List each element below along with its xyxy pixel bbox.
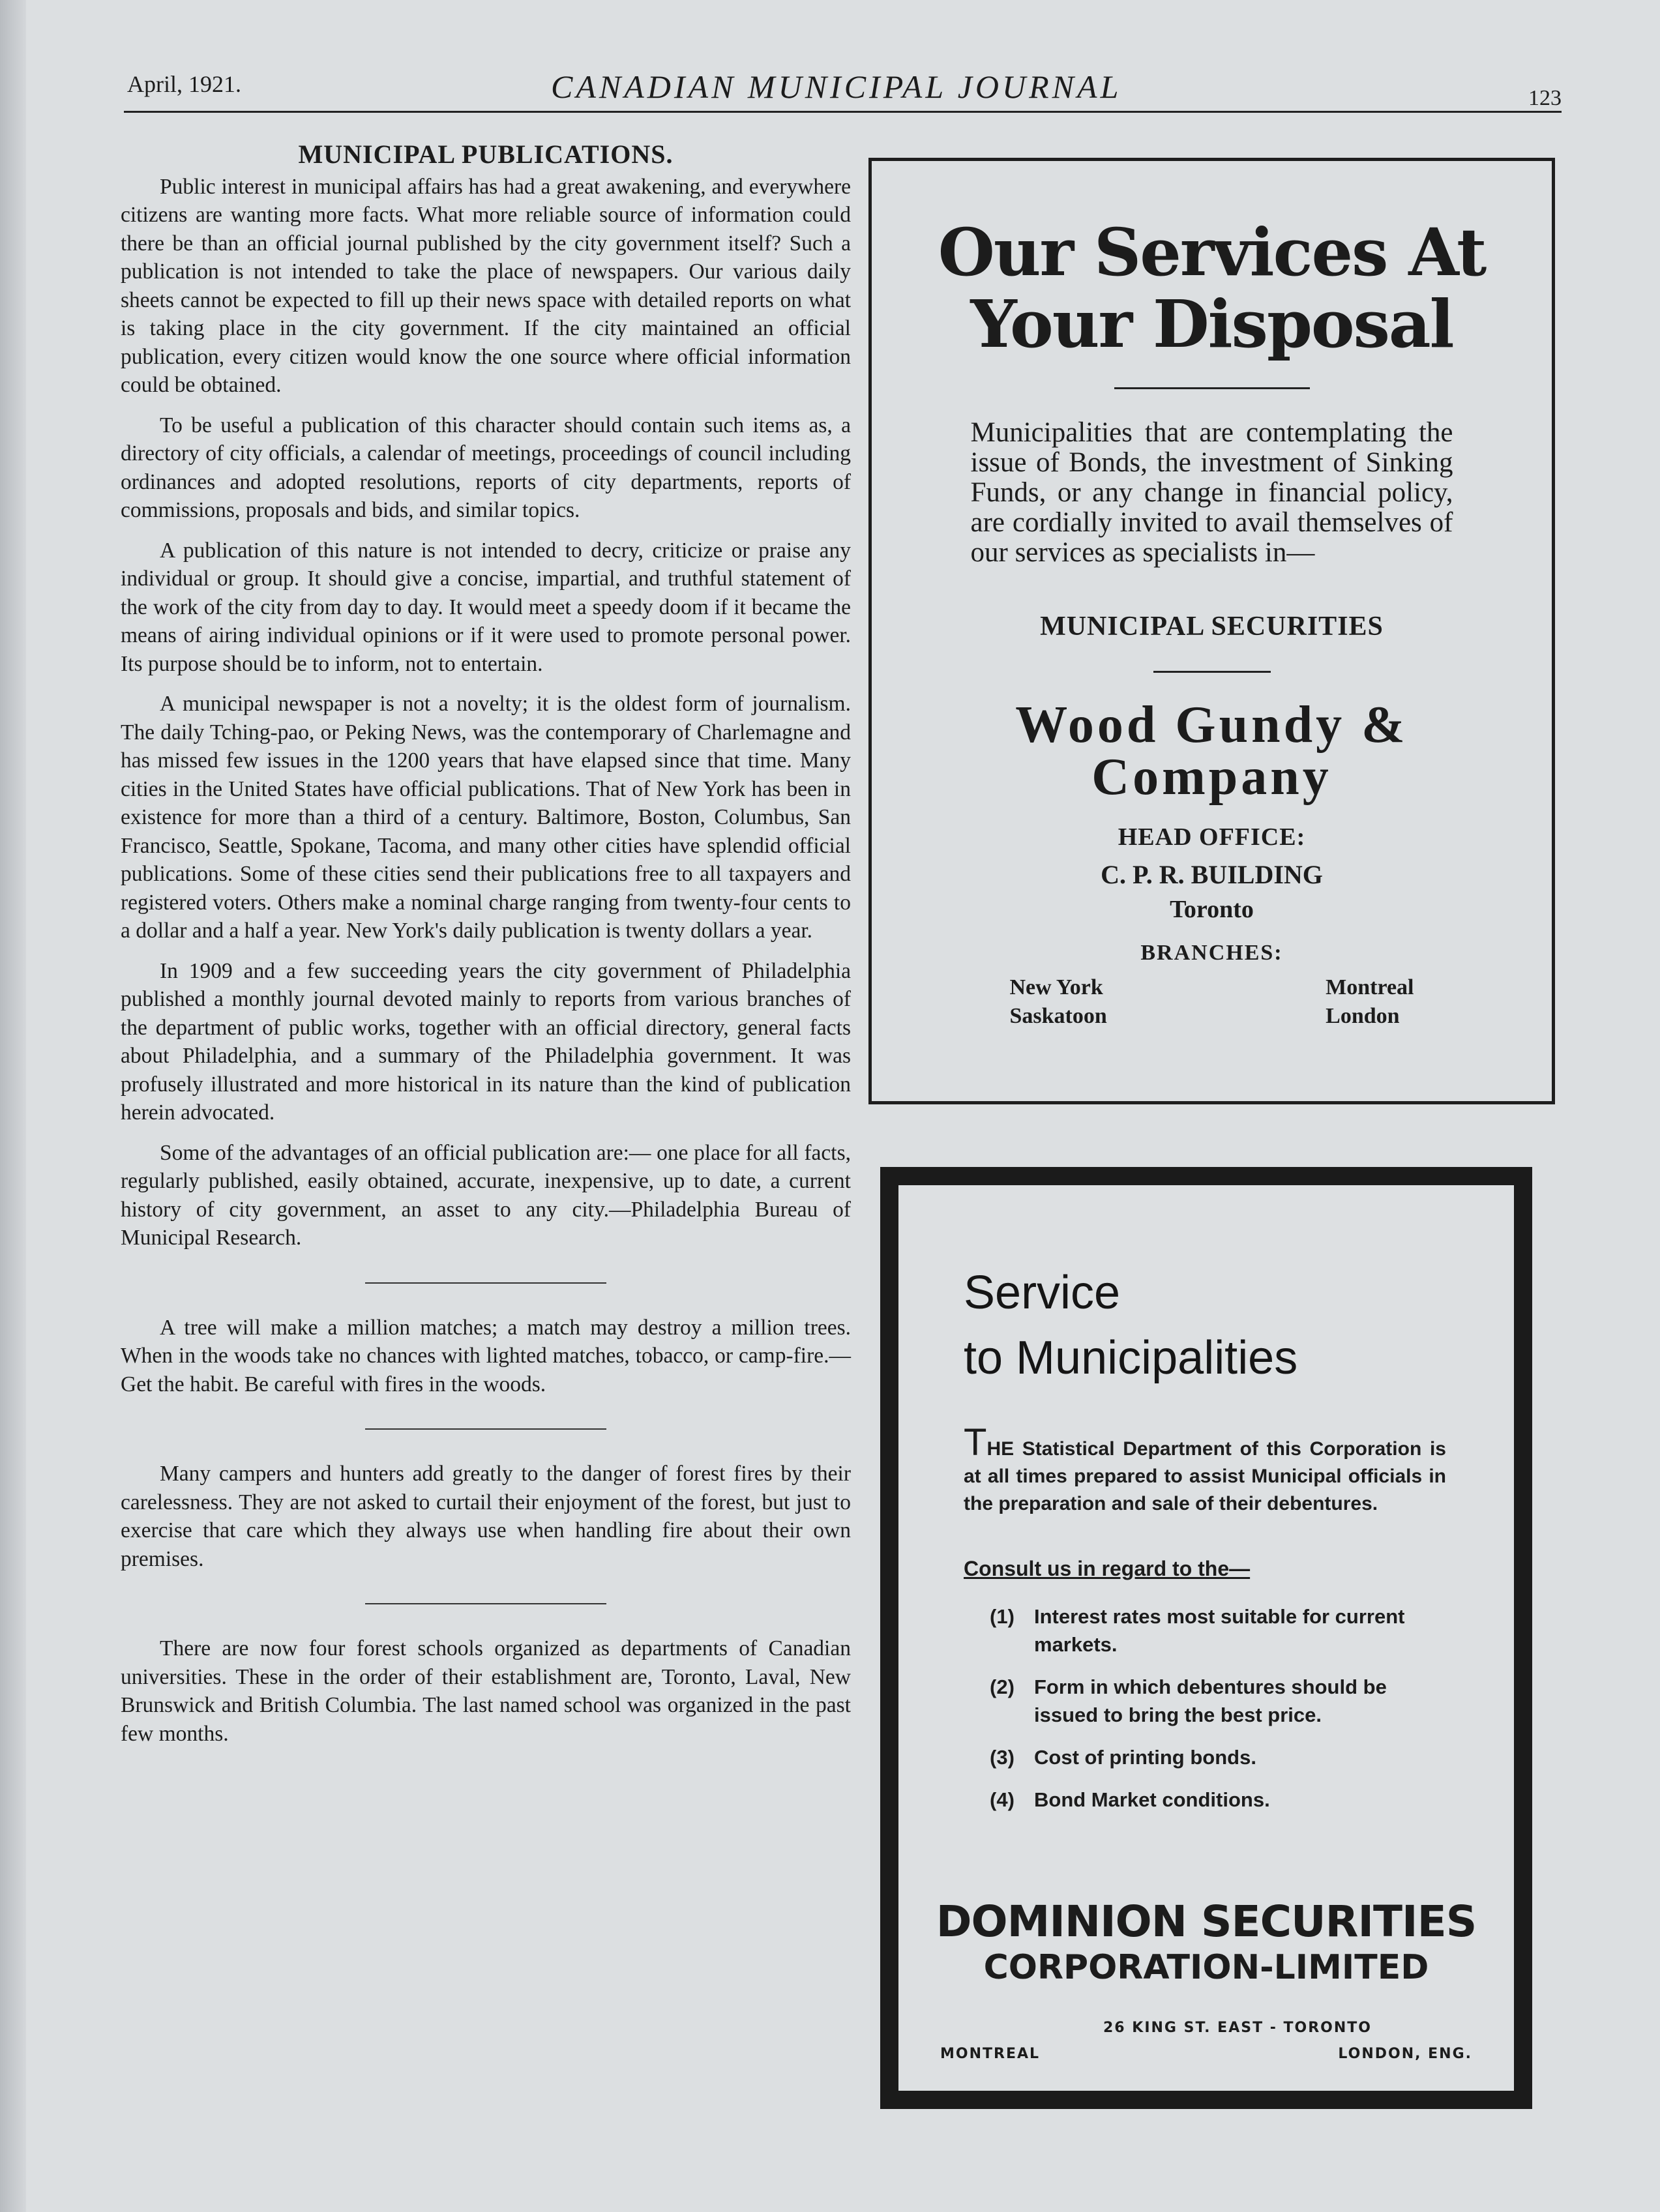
list-item [990,1602,1446,1659]
page-header [127,68,1562,113]
item-number: (3) [990,1746,1015,1769]
item-number: (2) [990,1675,1015,1698]
firm-name [872,696,1552,806]
firm-name-line: Company [1091,748,1332,806]
list-item [990,1673,1446,1729]
item-text: Bond Market conditions. [1034,1788,1270,1811]
list-item [990,1786,1446,1814]
article-paragraph: A municipal newspaper is not a novelty; it is the oldest form of journalism. The daily Tching-pao, or Peking News, was the contemporary of Charlemagne and has missed few issues in the 1200 years that have elapsed since that time. Many cities in the United States have official publications. That of New York has been in existence for more than a third of a century. Baltimore, Boston, Columbus, San Francisco, Seattle, Spokane, Tacoma, and many other cities have splendid official publications. Some of these cities send their publications free to all taxpayers and registered voters. Others make a nominal charge ranging from twenty-four cents to a dollar and a half a year. New York's daily publication is twenty dollars a year. [121,692,851,943]
corporation-name-line: DOMINION SECURITIES [936,1896,1477,1947]
item-number: (1) [990,1605,1015,1628]
filler-note: Many campers and hunters add greatly to the danger of forest fires by their carelessness. They are not asked to curtail their enjoyment of the forest, but just to exercise that care which they always use when handling fire about their own premises. [121,1462,851,1571]
branches-label: BRANCHES: [1140,941,1283,965]
ad-intro-text: HE Statistical Department of this Corporation is at all times prepared to assist Municipal officials in the preparation and sale of their debentures. [964,1438,1446,1514]
corporation-name-line: CORPORATION-LIMITED [983,1948,1429,1987]
ad-rule [1114,387,1310,389]
ad-intro [964,1421,1446,1518]
section-divider [365,1282,606,1284]
head-office-city: Toronto [1170,896,1254,923]
header-rule [124,111,1562,113]
journal-title: CANADIAN MUNICIPAL JOURNAL [551,68,1122,105]
corporation-address: 26 KING ST. EAST - TORONTO [1103,2020,1372,2036]
item-text: Cost of printing bonds. [1034,1746,1256,1769]
article-paragraph: A publication of this nature is not intended to decry, criticize or praise any individual or group. It should give a concise, impartial, and truthful statement of the work of the city from day to day. It would meet a speedy doom if it became the means of airing individual opinions or if it were used to promote personal power. Its purpose should be to inform, not to entertain. [121,538,851,676]
article-paragraph: To be useful a publication of this character should contain such items as, a directory of city officials, a calendar of meetings, proceedings of council including ordinances and adopted resolutions, reports of city departments, reports of commissions, proposals and bids, and similar topics. [121,413,851,522]
dominion-securities-advertisement [880,1167,1532,2109]
list-item [990,1743,1446,1771]
ad-body: Municipalities that are contemplating the issue of Bonds, the investment of Sinking Funds, or any change in financial policy, are cordially invited to avail themselves of our services as specialists in— [970,417,1453,568]
item-text: Form in which debentures should be issued to bring the best price. [1034,1675,1387,1726]
office-montreal: MONTREAL [940,2046,1041,2062]
issue-date: April, 1921. [127,71,241,97]
page-number: 123 [1528,86,1562,110]
branch-city: London [1326,1004,1400,1028]
wood-gundy-advertisement [868,158,1555,1104]
article-title: MUNICIPAL PUBLICATIONS. [298,140,674,169]
office-london: LONDON, ENG. [1338,2046,1472,2062]
ad-specialty: MUNICIPAL SECURITIES [1040,612,1384,641]
ad-headline [872,216,1552,360]
ad-title [964,1260,1297,1391]
book-spine [0,0,26,2212]
branch-city: New York [1009,975,1103,999]
branch-city: Saskatoon [1009,1004,1107,1028]
consult-heading: Consult us in regard to the— [964,1557,1251,1580]
firm-name-line: Wood Gundy & [1015,696,1408,754]
left-column [121,140,851,1760]
branches-list [1010,973,1414,1032]
item-number: (4) [990,1788,1015,1811]
article-paragraph: Some of the advantages of an official publication are:— one place for all facts, regularly published, easily obtained, accurate, inexpensive, up to date, a current history of city government, an asset to any city.—Philadelphia Bureau of Municipal Research. [121,1140,851,1250]
section-divider [365,1428,606,1430]
ad-rule [1153,671,1271,673]
ad-title-line: Service [964,1267,1121,1319]
article-paragraph: Public interest in municipal affairs has had a great awakening, and everywhere citizens are wanting more facts. What more reliable source of information could there be than an official journal published by the city government itself? Such a publication is not intended to take the place of newspapers. Our various daily sheets cannot be expected to fill up their news space with detailed reports on what is taking place in the city government. If the city maintained an official publication, every citizen would know the one source where official information could be obtained. [121,174,851,397]
head-office-label: HEAD OFFICE: [1118,823,1306,851]
ad-title-line: to Municipalities [964,1332,1298,1384]
ad-headline-line: Your Disposal [970,286,1453,362]
item-text: Interest rates most suitable for current markets. [1034,1605,1405,1656]
branch-city: Montreal [1326,975,1414,999]
filler-note: There are now four forest schools organized as departments of Canadian universities. These in the order of their establishment are, Toronto, Laval, New Brunswick and British Columbia. The last named school was organized in the past few months. [121,1636,851,1746]
drop-cap: T [964,1421,987,1464]
head-office-building: C. P. R. BUILDING [1101,860,1323,889]
filler-note: A tree will make a million matches; a match may destroy a million trees. When in the woods take no chances with lighted matches, tobacco, or camp-fire.—Get the habit. Be careful with fires in the woods. [121,1315,851,1396]
section-divider [365,1603,606,1604]
article-paragraph: In 1909 and a few succeeding years the city government of Philadelphia published a monthly journal devoted mainly to reports from various branches of the department of public works, together with an official directory, general facts about Philadelphia, and a summary of the Philadelphia government. It was profusely illustrated and more historical in its nature than the kind of publication herein advocated. [121,958,851,1125]
consult-list [990,1602,1446,1828]
ad-headline-line: Our Services At [938,214,1486,291]
corporation-name [898,1896,1514,1990]
